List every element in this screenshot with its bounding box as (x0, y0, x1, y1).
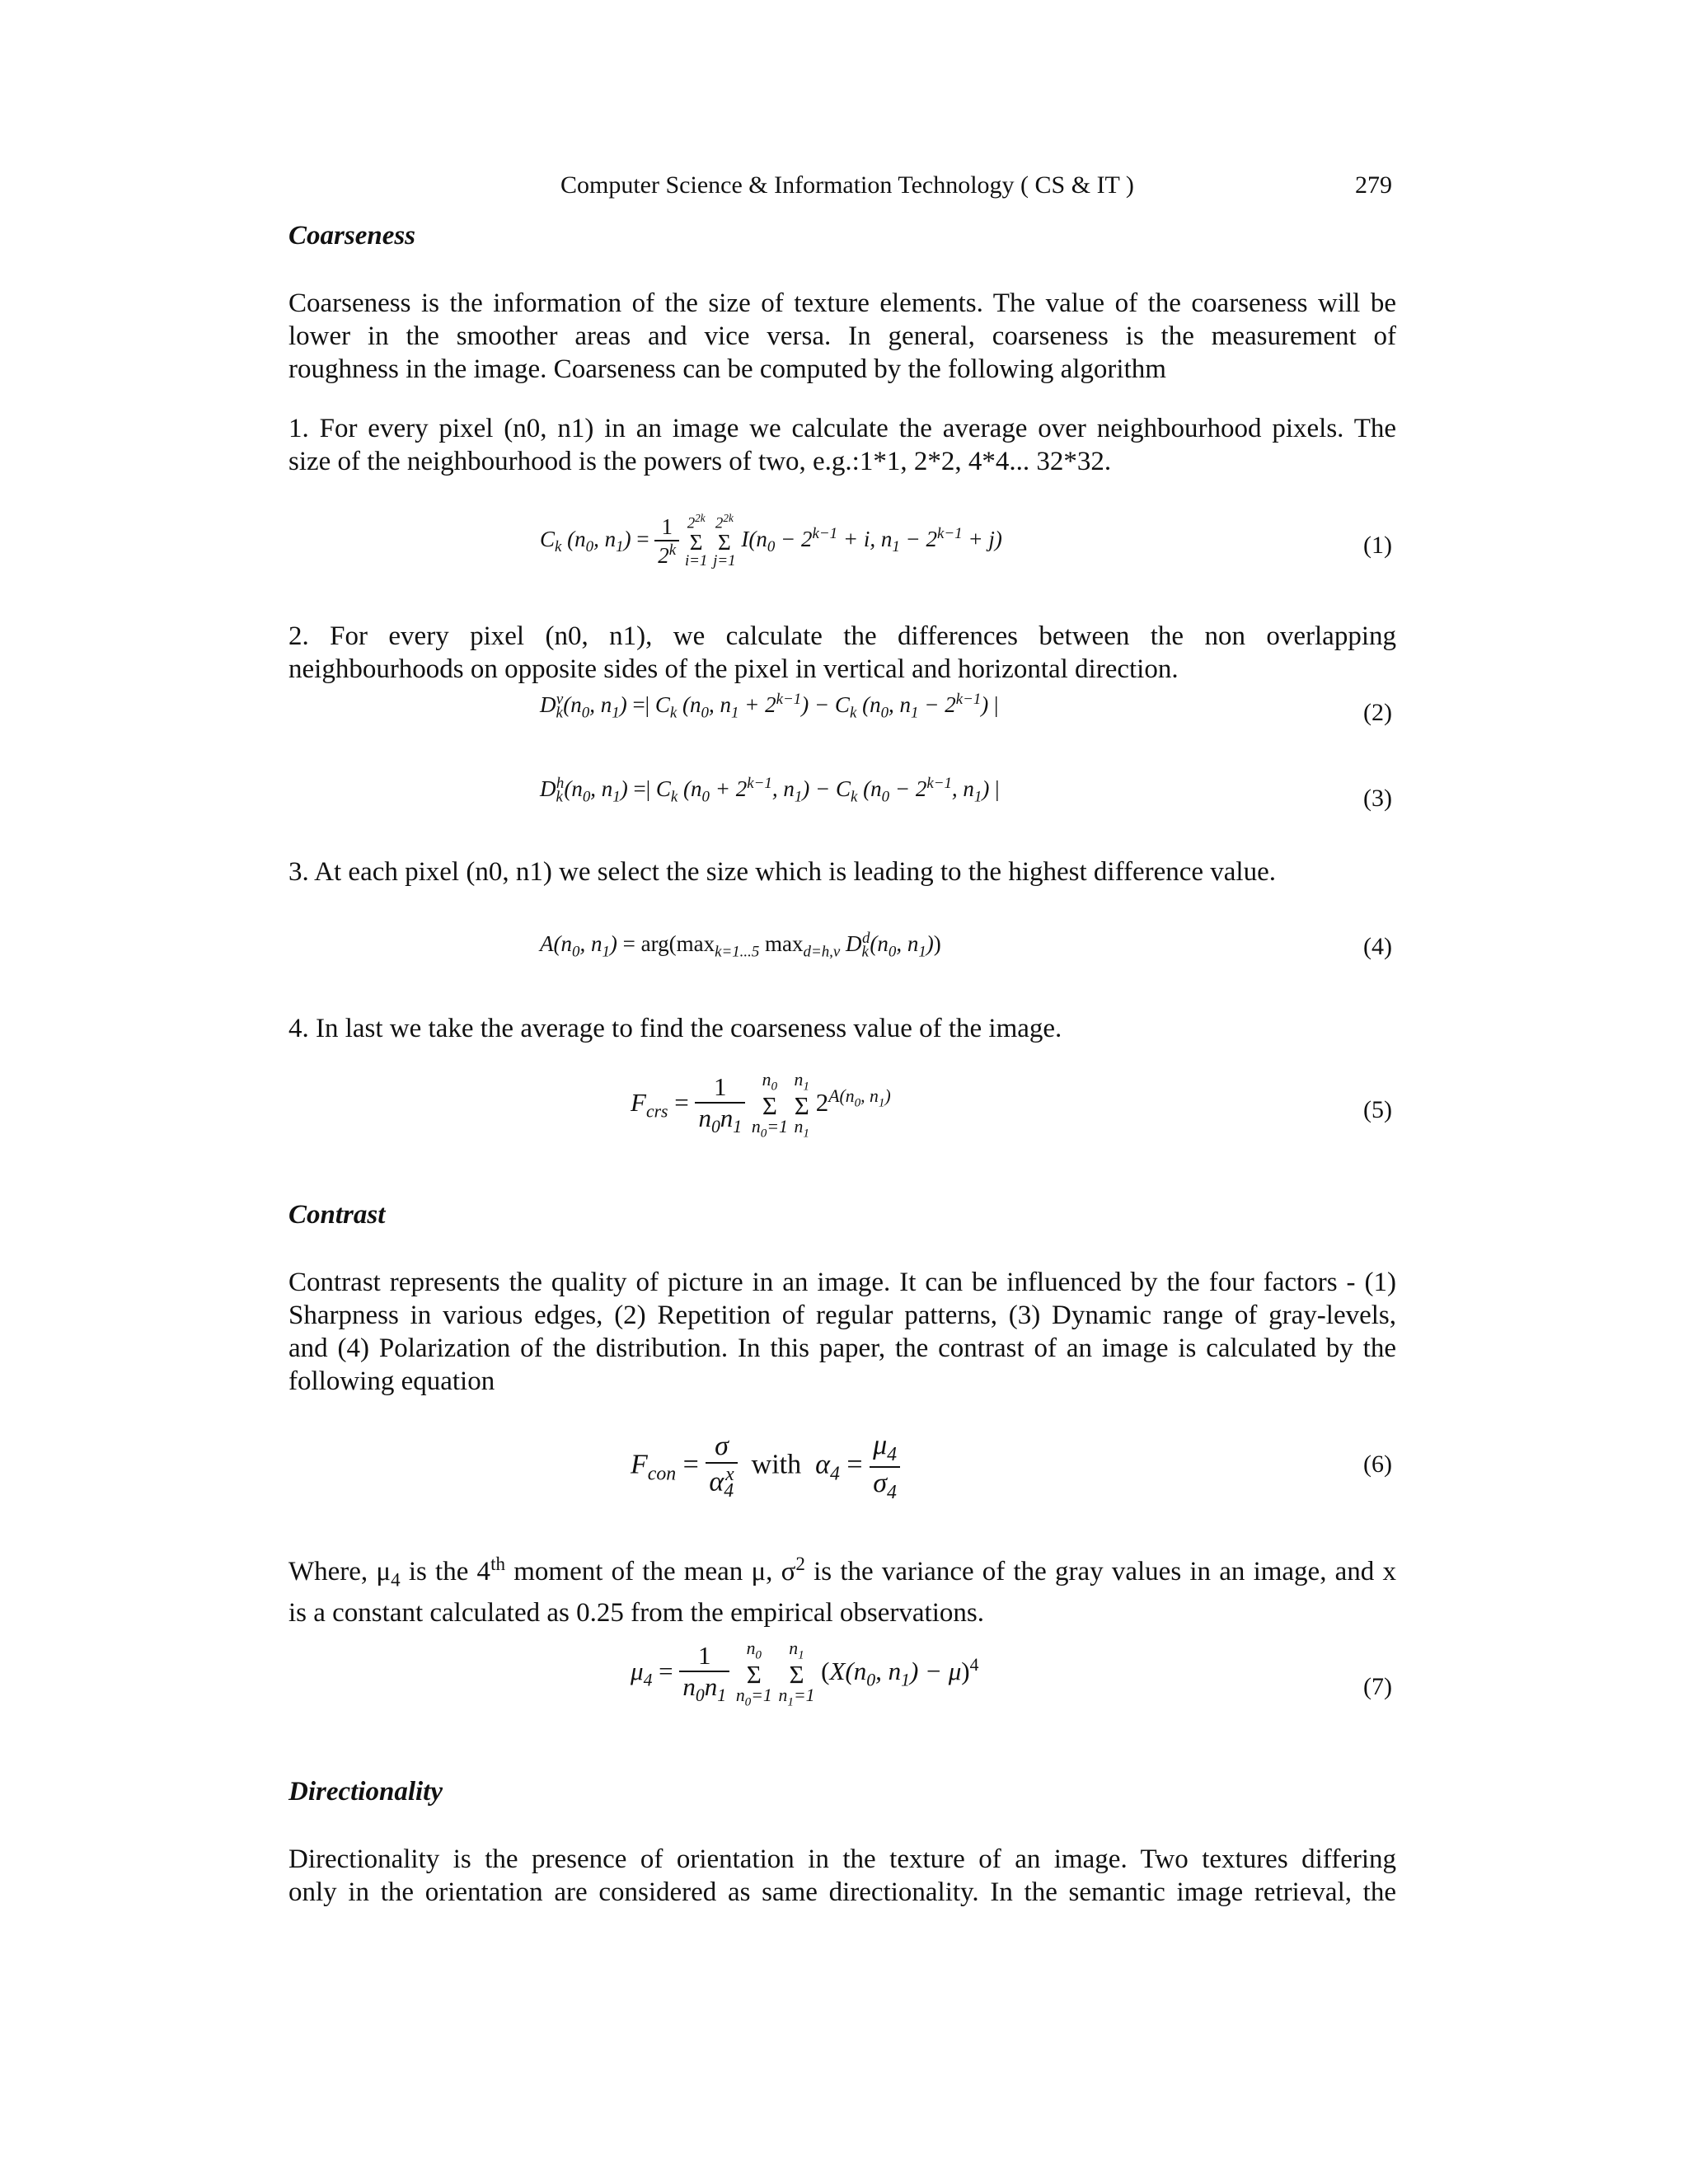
contrast-where (288, 1547, 1396, 1629)
page-number: 279 (1355, 171, 1392, 199)
text-line: 4. In last we take the average to find the coarseness value of the image. (288, 1014, 1062, 1043)
coarseness-step3 (288, 855, 1396, 888)
where-text-d: is the variance of the gray values in an image, and x (804, 1557, 1397, 1586)
equation-number-7: (7) (1363, 1673, 1392, 1700)
coarseness-step1 (288, 412, 1396, 478)
coarseness-step4 (288, 1012, 1396, 1045)
journal-title: Computer Science & Information Technology ( CS & IT ) (560, 171, 1134, 199)
equation-number-1: (1) (1363, 532, 1392, 559)
equation-number-3: (3) (1363, 785, 1392, 812)
equation-3: $D_k^h(n_0$, $n_1$) =| $C_k$ ($n_0 + 2^{k-1}$, $n_1) - C_k$ ($n_0 - 2^{k-1}$, $n_1$) | (540, 775, 1000, 806)
equation-4: $A(n_0$, $n_1) = arg(\max_{k=1...5}$ $\max_{d=h,v} D_k^d(n_0$, $n_1$)) (540, 930, 941, 961)
text-line: only in the orientation are considered as same directionality. In the semantic image retrieval, the (288, 1877, 1396, 1907)
text-line: neighbourhoods on opposite sides of the pixel in vertical and horizontal direction. (288, 654, 1179, 684)
text-line: size of the neighbourhood is the powers of two, e.g.:1*1, 2*2, 4*4... 32*32. (288, 447, 1112, 476)
equation-1: $C_k$ ($n_0$, $n_1$) = $\frac{1}{2^k}$ $2^{2k}$ Σ i=1 $2^{2k}$ Σ j=1 $I(n_0 - 2^{k-1} + i$, $n_1 - 2^{k-1} + j$) (540, 512, 1002, 570)
where-text-a: Where, μ (288, 1557, 392, 1586)
text-line: 2. For every pixel (n0, n1), we calculate the differences between the non overlapping (288, 621, 1396, 651)
text-line: Contrast represents the quality of picture in an image. It can be influenced by the four factors - (1) (288, 1268, 1396, 1297)
equation-number-2: (2) (1363, 699, 1392, 726)
equation-7: $\mu_4$ = $\frac{1}{n_0n_1}$ $n_0$ Σ $n_0=1$ $n_1$ Σ $n_1=1$ ($X(n_0$, $n_1) - \mu)^4$ (631, 1638, 979, 1708)
text-line: 1. For every pixel (n0, n1) in an image we calculate the average over neighbourhood pixels. The (288, 414, 1396, 443)
text-line: is a constant calculated as 0.25 from the empirical observations. (288, 1597, 984, 1628)
text-line: Coarseness is the information of the size of texture elements. The value of the coarseness will be (288, 288, 1396, 318)
text-line: Directionality is the presence of orientation in the texture of an image. Two textures differing (288, 1844, 1396, 1874)
directionality-intro (288, 1843, 1396, 1909)
equation-number-5: (5) (1363, 1096, 1392, 1123)
text-line: Sharpness in various edges, (2) Repetition of regular patterns, (3) Dynamic range of gray-levels, (288, 1301, 1396, 1330)
contrast-intro (288, 1266, 1396, 1398)
section-heading-contrast: Contrast (288, 1200, 386, 1230)
text-line: roughness in the image. Coarseness can be computed by the following algorithm (288, 354, 1166, 384)
coarseness-intro (288, 287, 1396, 386)
section-heading-directionality: Directionality (288, 1777, 443, 1807)
equation-number-4: (4) (1363, 933, 1392, 960)
equation-2: $D_k^v(n_0$, $n_1$) =| $C_k$ ($n_0$, $n_1 + 2^{k-1}) - C_k$ ($n_0$, $n_1 - 2^{k-1}$) | (540, 691, 999, 722)
where-text-c: moment of the mean μ, σ (505, 1557, 796, 1586)
text-line: 3. At each pixel (n0, n1) we select the size which is leading to the highest difference value. (288, 857, 1276, 887)
where-text-b: is the 4 (400, 1557, 491, 1586)
text-line: and (4) Polarization of the distribution. In this paper, the contrast of an image is calculated by the (288, 1333, 1396, 1363)
coarseness-step2 (288, 620, 1396, 686)
text-line: lower in the smoother areas and vice versa. In general, coarseness is the measurement of (288, 321, 1396, 351)
equation-number-6: (6) (1363, 1451, 1392, 1478)
text-line: following equation (288, 1366, 495, 1396)
section-heading-coarseness: Coarseness (288, 221, 416, 251)
equation-6: $F_{con}$ = $\frac{\sigma}{\alpha_4^x}$ with $\alpha_4$ = $\frac{\mu_4}{\sigma_4}$ (631, 1430, 900, 1504)
equation-5: $F_{crs}$ = $\frac{1}{n_0n_1}$ $n_0$ Σ $n_0=1$ $n_1$ Σ $n_1$ $2^{A(n_0, n_1)}$ (631, 1070, 891, 1140)
text-line: Where, $\mu_4$ is the 4th moment of the mean μ, $\sigma^2$ is the variance of the gray values in an image, and x (288, 1553, 1397, 1591)
